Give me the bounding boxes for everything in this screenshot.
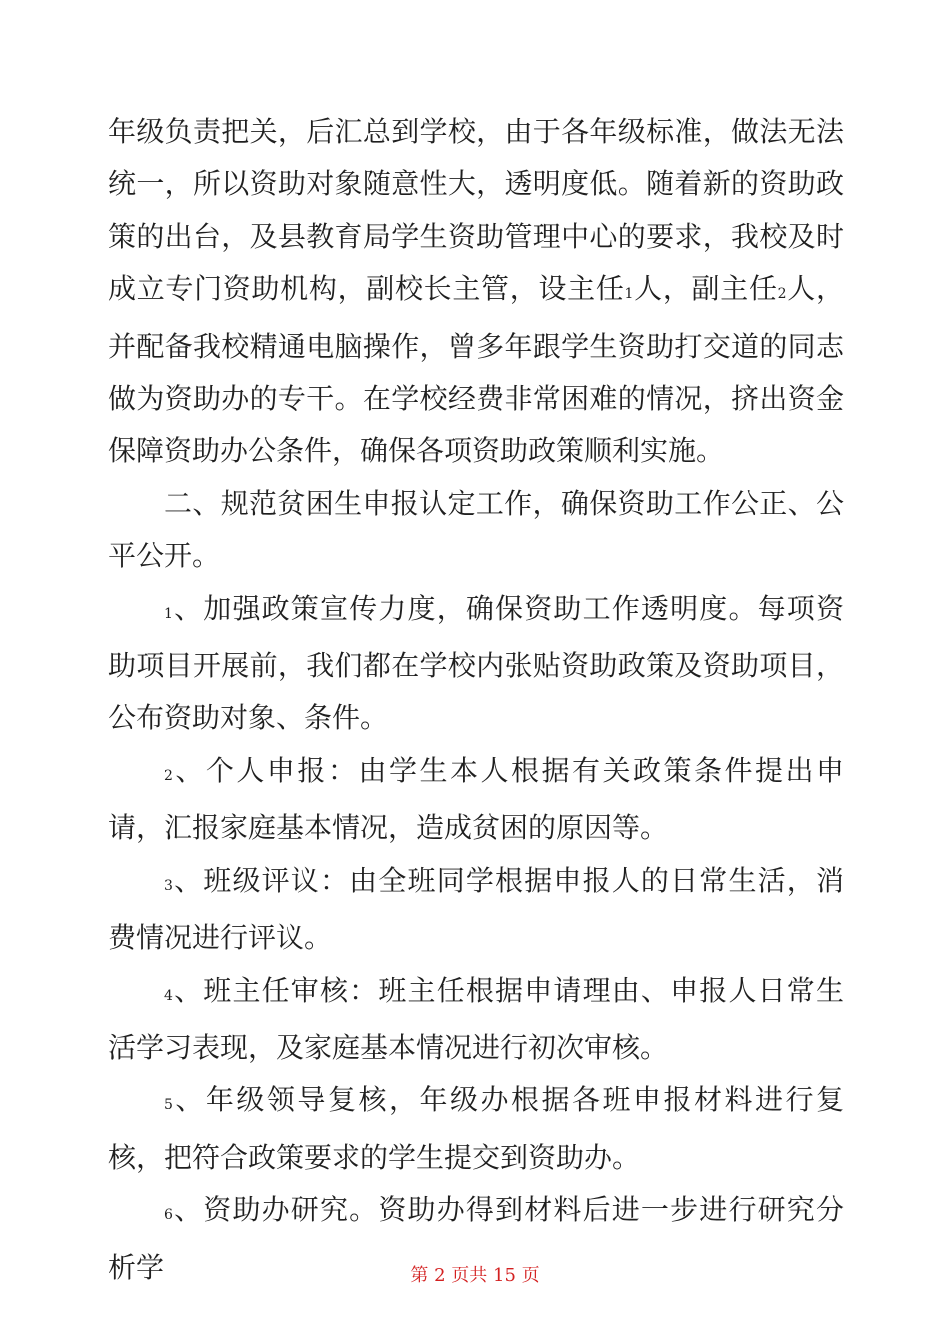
list-item-2 xyxy=(108,745,844,855)
list-item-1 xyxy=(108,583,844,745)
list-item-number: 6 xyxy=(164,1207,173,1224)
list-item-number: 1 xyxy=(164,605,173,622)
paragraph-1-number-2: 2 xyxy=(777,286,787,303)
list-item-5 xyxy=(108,1074,844,1184)
list-item-text: 、个人申报：由学生本人根据有关政策条件提出申请，汇报家庭基本情况，造成贫困的原因等。 xyxy=(108,753,844,845)
list-item-4 xyxy=(108,965,844,1075)
section-heading-2: 二、规范贫困生申报认定工作，确保资助工作公正、公平公开。 xyxy=(108,486,844,573)
paragraph-1-text-c: 人，并配备我校精通电脑操作，曾多年跟学生资助打交道的同志做为资助办的专干。在学校经费非常困难的情况，挤出资金保障资助办公条件，确保各项资助政策顺利实施。 xyxy=(108,272,844,468)
list-item-text: 、班级评议：由全班同学根据申报人的日常生活，消费情况进行评议。 xyxy=(108,863,844,955)
paragraph-1-number-1: 1 xyxy=(624,286,634,303)
list-item-text: 、加强政策宣传力度，确保资助工作透明度。每项资助项目开展前，我们都在学校内张贴资助政策及资助项目，公布资助对象、条件。 xyxy=(108,591,844,735)
list-item-number: 4 xyxy=(164,987,173,1004)
list-item-number: 5 xyxy=(164,1097,173,1114)
paragraph-1 xyxy=(108,106,844,478)
paragraph-1-text-a: 年级负责把关，后汇总到学校，由于各年级标准，做法无法统一，所以资助对象随意性大，透明度低。随着新的资助政策的出台，及县教育局学生资助管理中心的要求，我校及时成立专门资助机构，副校长主管，设主任 xyxy=(108,115,844,306)
list-item-text: 、班主任审核：班主任根据申请理由、申报人日常生活学习表现，及家庭基本情况进行初次审核。 xyxy=(108,973,844,1064)
list-item-number: 2 xyxy=(164,767,173,784)
list-item-3 xyxy=(108,855,844,965)
document-body xyxy=(108,106,844,1294)
paragraph-1-text-b: 人，副主任 xyxy=(633,272,778,306)
list-item-text: 、资助办研究。资助办得到材料后进一步进行研究分析学 xyxy=(108,1193,844,1284)
page-number-footer: 第 2 页共 15 页 xyxy=(410,1265,540,1286)
list-item-number: 3 xyxy=(164,877,173,894)
list-item-text: 、年级领导复核，年级办根据各班申报材料进行复核，把符合政策要求的学生提交到资助办。 xyxy=(108,1083,844,1174)
